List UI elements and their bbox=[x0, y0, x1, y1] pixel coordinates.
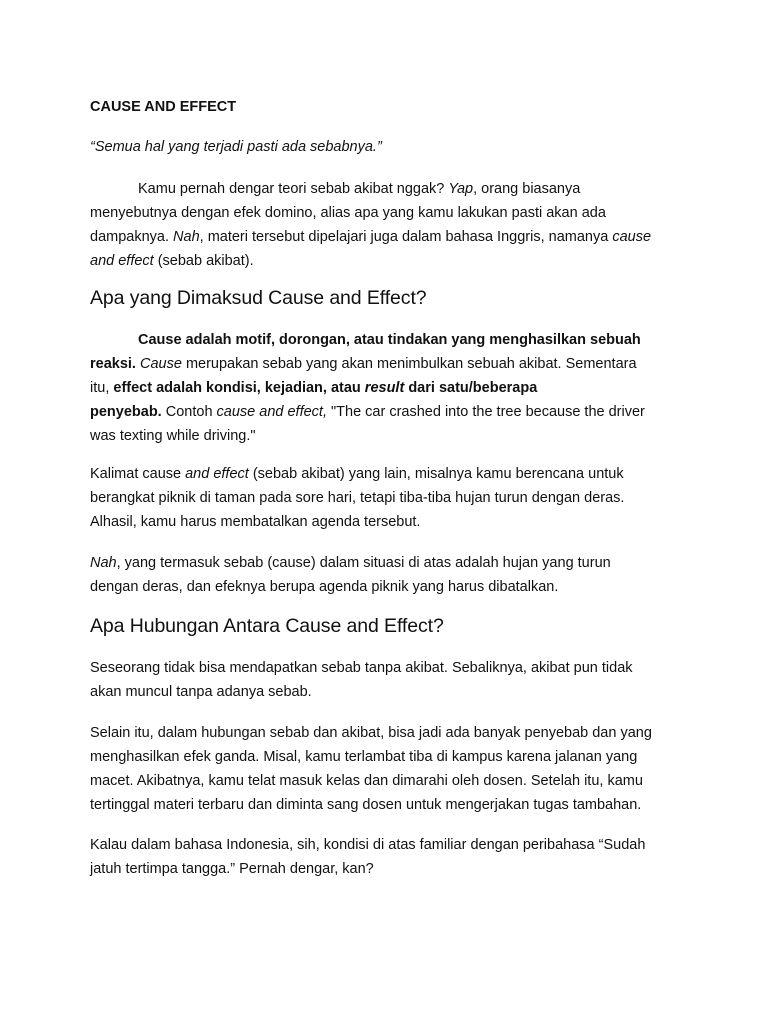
definition-line-1: Cause adalah motif, dorongan, atau tindakan yang menghasilkan sebuah bbox=[138, 332, 641, 348]
example-paragraph bbox=[90, 462, 690, 534]
relation-line-2: akan muncul tanpa adanya sebab. bbox=[90, 684, 312, 700]
explanation-line-1: Nah, yang termasuk sebab (cause) dalam situasi di atas adalah hujan yang turun bbox=[90, 555, 611, 571]
multiple-line-1: Selain itu, dalam hubungan sebab dan akibat, bisa jadi ada banyak penyebab dan yang bbox=[90, 725, 652, 741]
intro-line-2: menyebutnya dengan efek domino, alias apa yang kamu lakukan pasti akan ada bbox=[90, 205, 606, 221]
section-heading-relation: Apa Hubungan Antara Cause and Effect? bbox=[90, 615, 444, 637]
multiple-causes-paragraph bbox=[90, 721, 690, 817]
section-heading-definition: Apa yang Dimaksud Cause and Effect? bbox=[90, 287, 427, 309]
example-line-3: Alhasil, kamu harus membatalkan agenda tersebut. bbox=[90, 514, 421, 530]
document-title: CAUSE AND EFFECT bbox=[90, 99, 237, 115]
definition-line-3: itu, effect adalah kondisi, kejadian, atau result dari satu/beberapa bbox=[90, 380, 538, 396]
proverb-paragraph bbox=[90, 833, 690, 881]
intro-paragraph bbox=[90, 177, 690, 273]
definition-line-2: reaksi. Cause merupakan sebab yang akan menimbulkan sebuah akibat. Sementara bbox=[90, 356, 637, 372]
multiple-line-3: macet. Akibatnya, kamu telat masuk kelas dan dimarahi oleh dosen. Setelah itu, kamu bbox=[90, 773, 643, 789]
example-line-1: Kalimat cause and effect (sebab akibat) yang lain, misalnya kamu berencana untuk bbox=[90, 466, 624, 482]
definition-line-4: penyebab. Contoh cause and effect, "The car crashed into the tree because the driver bbox=[90, 404, 645, 420]
relation-line-1: Seseorang tidak bisa mendapatkan sebab tanpa akibat. Sebaliknya, akibat pun tidak bbox=[90, 660, 633, 676]
proverb-line-1: Kalau dalam bahasa Indonesia, sih, kondisi di atas familiar dengan peribahasa “Sudah bbox=[90, 837, 646, 853]
opening-quote: “Semua hal yang terjadi pasti ada sebabnya.” bbox=[90, 139, 382, 155]
intro-line-1: Kamu pernah dengar teori sebab akibat nggak? Yap, orang biasanya bbox=[138, 181, 581, 197]
intro-line-3: dampaknya. Nah, materi tersebut dipelajari juga dalam bahasa Inggris, namanya cause bbox=[90, 229, 652, 245]
multiple-line-2: menghasilkan efek ganda. Misal, kamu terlambat tiba di kampus karena jalanan yang bbox=[90, 749, 638, 765]
relation-paragraph bbox=[90, 656, 690, 704]
definition-line-5: was texting while driving." bbox=[90, 428, 256, 444]
definition-paragraph bbox=[90, 328, 690, 448]
proverb-line-2: jatuh tertimpa tangga.” Pernah dengar, kan? bbox=[90, 861, 374, 877]
multiple-line-4: tertinggal materi terbaru dan diminta sang dosen untuk mengerjakan tugas tambahan. bbox=[90, 797, 642, 813]
example-line-2: berangkat piknik di taman pada sore hari, tetapi tiba-tiba hujan turun dengan deras. bbox=[90, 490, 625, 506]
explanation-line-2: dengan deras, dan efeknya berupa agenda piknik yang harus dibatalkan. bbox=[90, 579, 559, 595]
intro-line-4: and effect (sebab akibat). bbox=[90, 253, 254, 269]
explanation-paragraph bbox=[90, 551, 690, 599]
